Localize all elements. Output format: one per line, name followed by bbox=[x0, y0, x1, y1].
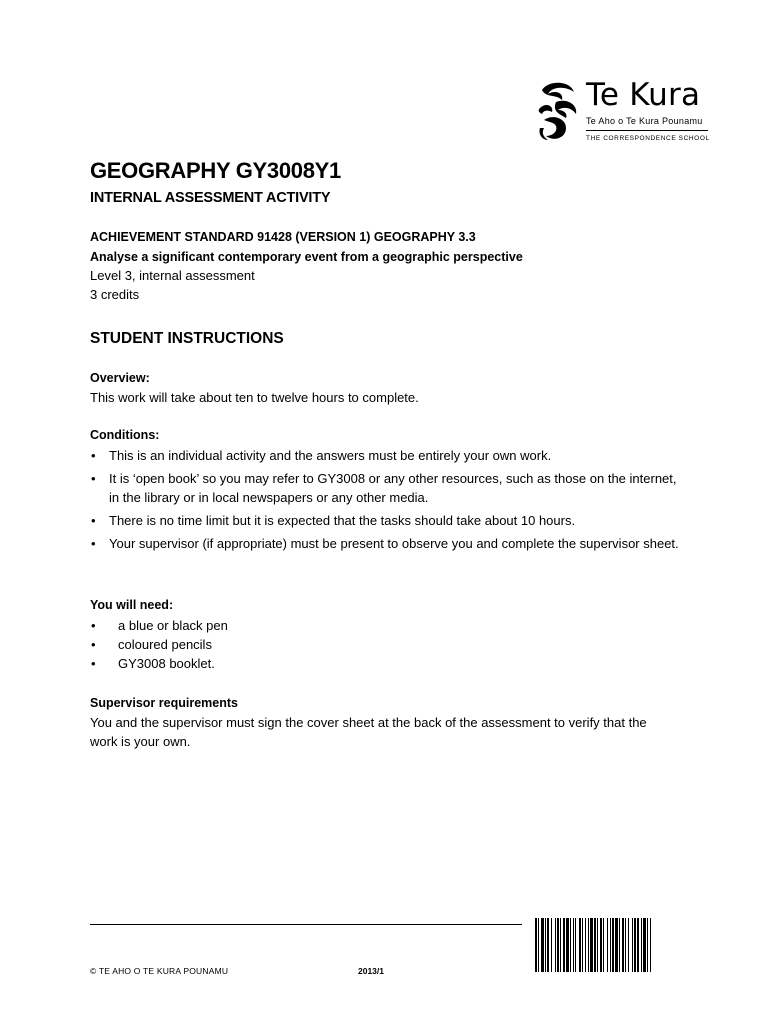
barcode-icon bbox=[535, 918, 711, 972]
standard-code: ACHIEVEMENT STANDARD 91428 (VERSION 1) GEOGRAPHY 3.3 bbox=[90, 230, 476, 244]
overview-text: This work will take about ten to twelve hours to complete. bbox=[90, 390, 419, 405]
te-kura-logo bbox=[536, 78, 712, 148]
supervisor-label: Supervisor requirements bbox=[90, 696, 238, 710]
list-item: • This is an individual activity and the answers must be entirely your own work. bbox=[90, 446, 689, 465]
list-item: • Your supervisor (if appropriate) must be present to observe you and complete the supervisor sheet. bbox=[90, 534, 689, 553]
supervisor-text: You and the supervisor must sign the cover sheet at the back of the assessment to verify that the work is your own. bbox=[90, 715, 647, 749]
footer-divider bbox=[90, 924, 522, 925]
conditions-list bbox=[90, 446, 689, 557]
list-item: • a blue or black pen bbox=[90, 616, 698, 635]
standard-credits: 3 credits bbox=[90, 287, 140, 302]
list-item: • coloured pencils bbox=[90, 635, 698, 654]
needs-list bbox=[90, 616, 698, 673]
logo-divider bbox=[586, 130, 708, 131]
conditions-label: Conditions: bbox=[90, 428, 160, 442]
page-subtitle: INTERNAL ASSESSMENT ACTIVITY bbox=[90, 190, 331, 206]
list-item: • GY3008 booklet. bbox=[90, 654, 698, 673]
koru-logo-icon bbox=[536, 80, 582, 142]
instructions-heading: STUDENT INSTRUCTIONS bbox=[90, 330, 284, 347]
logo-tagline: Te Aho o Te Kura Pounamu bbox=[586, 116, 703, 126]
page-title: GEOGRAPHY GY3008Y1 bbox=[90, 158, 341, 183]
standard-description: Analyse a significant contemporary event from a geographic perspective bbox=[90, 250, 523, 264]
you-will-need-label: You will need: bbox=[90, 598, 174, 612]
logo-name: Te Kura bbox=[586, 77, 701, 113]
overview-label: Overview: bbox=[90, 371, 150, 385]
list-item: • There is no time limit but it is expected that the tasks should take about 10 hours. bbox=[90, 511, 689, 530]
standard-level: Level 3, internal assessment bbox=[90, 268, 255, 283]
footer-code: 2013/1 bbox=[358, 966, 384, 976]
list-item: • It is ‘open book’ so you may refer to GY3008 or any other resources, such as those on the internet, in the library or in local newspapers or any other media. bbox=[90, 469, 689, 507]
footer-copyright: © TE AHO O TE KURA POUNAMU bbox=[90, 966, 229, 976]
logo-subtagline: THE CORRESPONDENCE SCHOOL bbox=[586, 135, 710, 142]
